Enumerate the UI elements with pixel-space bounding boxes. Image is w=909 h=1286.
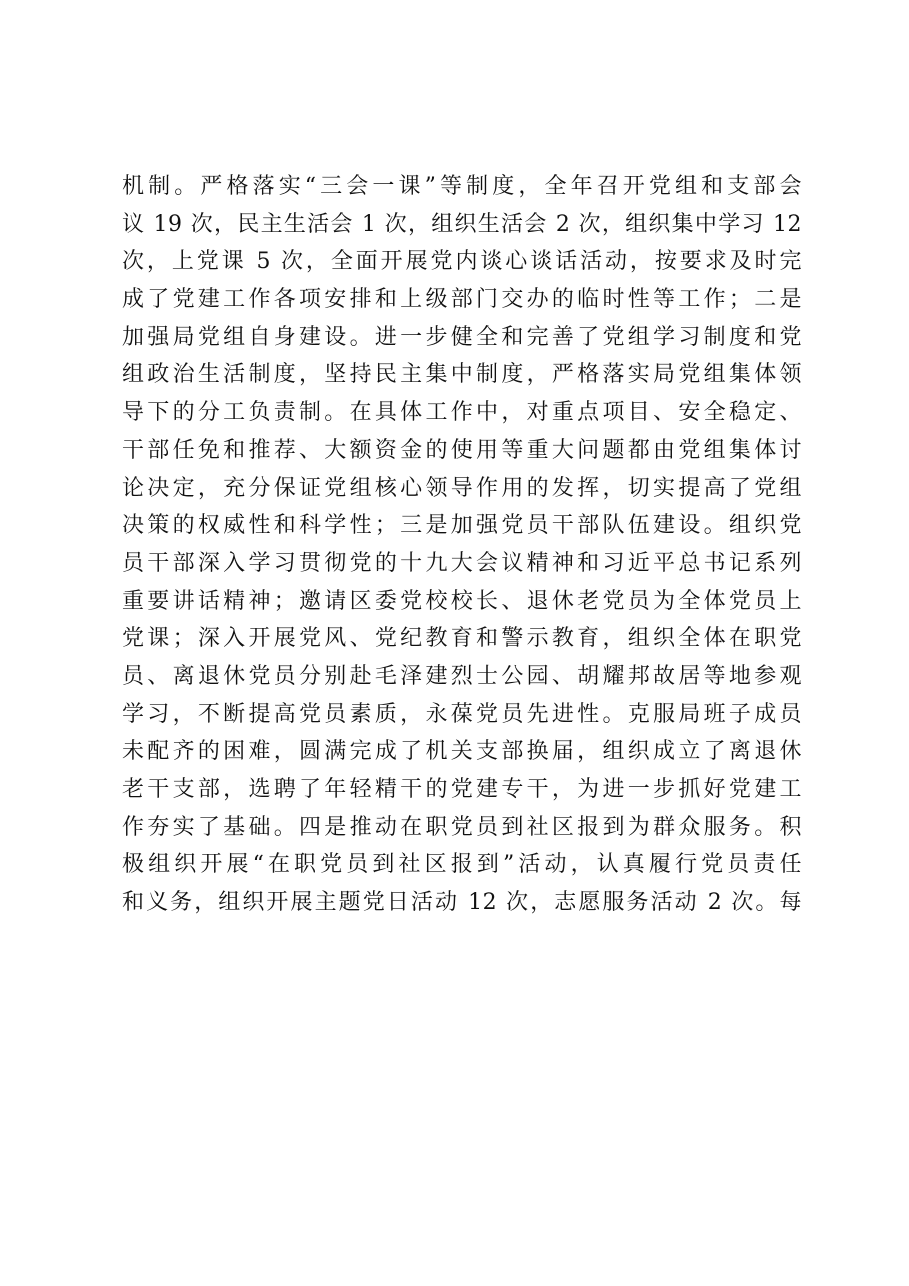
text-line: 组政治生活制度，坚持民主集中制度，严格落实局党组集体领: [122, 362, 802, 388]
text-line: 干部任免和推荐、大额资金的使用等重大问题都由党组集体讨: [122, 437, 802, 463]
text-line: 次，上党课 5 次，全面开展党内谈心谈话活动，按要求及时完: [122, 249, 802, 275]
text-line: 决策的权威性和科学性；三是加强党员干部队伍建设。组织党: [122, 513, 802, 539]
text-line: 作夯实了基础。四是推动在职党员到社区报到为群众服务。积: [122, 814, 802, 840]
text-line: 学习，不断提高党员素质，永葆党员先进性。克服局班子成员: [122, 701, 802, 727]
text-line: 员干部深入学习贯彻党的十九大会议精神和习近平总书记系列: [122, 550, 802, 576]
text-line: 机制。严格落实“三会一课”等制度，全年召开党组和支部会: [122, 174, 802, 199]
text-line: 未配齐的困难，圆满完成了机关支部换届，组织成立了离退休: [122, 739, 802, 765]
body-paragraph: [122, 168, 802, 922]
text-line: 党课；深入开展党风、党纪教育和警示教育，组织全体在职党: [122, 626, 802, 652]
text-line: 老干支部，选聘了年轻精干的党建专干，为进一步抓好党建工: [122, 777, 802, 802]
text-line: 论决定，充分保证党组核心领导作用的发挥，切实提高了党组: [122, 475, 802, 501]
text-line: 员、离退休党员分别赴毛泽建烈士公园、胡耀邦故居等地参观: [122, 663, 802, 689]
text-line: 极组织开展“在职党员到社区报到”活动，认真履行党员责任: [122, 852, 802, 878]
text-line: 导下的分工负责制。在具体工作中，对重点项目、安全稳定、: [122, 400, 802, 426]
text-line: 议 19 次，民主生活会 1 次，组织生活会 2 次，组织集中学习 12: [122, 211, 802, 237]
text-line: 重要讲话精神；邀请区委党校校长、退休老党员为全体党员上: [122, 588, 802, 614]
text-line: 和义务，组织开展主题党日活动 12 次，志愿服务活动 2 次。每: [122, 890, 802, 916]
text-line: 成了党建工作各项安排和上级部门交办的临时性等工作；二是: [122, 287, 802, 313]
text-line: 加强局党组自身建设。进一步健全和完善了党组学习制度和党: [122, 324, 802, 350]
